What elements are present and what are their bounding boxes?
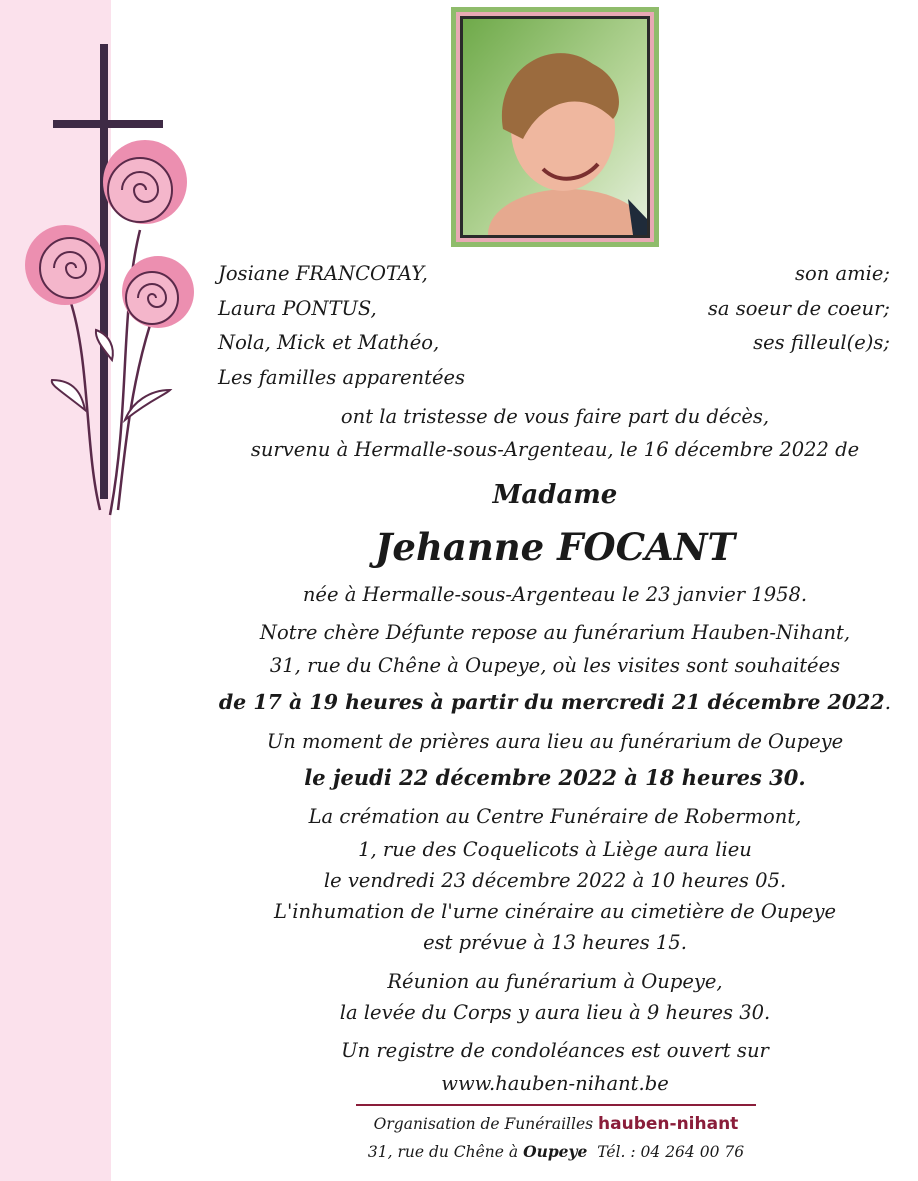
visits-line <box>140 690 918 714</box>
cremation-line: 1, rue des Coquelicots à Liège aura lieu <box>358 838 752 861</box>
footer-divider <box>356 1104 756 1106</box>
family-row <box>218 366 890 400</box>
brand-logo: hauben-nihant <box>598 1114 739 1134</box>
deceased-title: Madame <box>492 480 618 510</box>
family-row <box>218 262 890 296</box>
burial-line: L'inhumation de l'urne cinéraire au cimetière de Oupeye <box>274 900 836 923</box>
address-city: Oupeye <box>523 1142 588 1161</box>
rest-line: Notre chère Défunte repose au funérarium Hauben-Nihant, <box>259 621 851 644</box>
prayer-date: le jeudi 22 décembre 2022 à 18 heures 30. <box>304 765 806 790</box>
portrait-frame <box>451 7 659 247</box>
phone: Tél. : 04 264 00 76 <box>597 1143 745 1161</box>
family-row <box>218 297 890 331</box>
birth-info: née à Hermalle-sous-Argenteau le 23 janvier 1958. <box>302 583 808 606</box>
portrait-photo <box>463 19 647 235</box>
intro-line: ont la tristesse de vous faire part du décès, <box>340 405 770 428</box>
visits-end: . <box>884 690 892 714</box>
family-name: Nola, Mick et Mathéo, <box>218 331 440 354</box>
register-url[interactable]: www.hauben-nihant.be <box>441 1072 669 1095</box>
deceased-name: Jehanne FOCANT <box>374 525 736 569</box>
footer-organisation <box>356 1114 756 1134</box>
meeting-line: Réunion au funérarium à Oupeye, <box>387 970 723 993</box>
family-name: Laura PONTUS, <box>218 297 377 320</box>
visits-hours: de 17 à 19 heures à partir du mercredi 21 décembre 2022 <box>218 690 885 714</box>
register-line: Un registre de condoléances est ouvert sur <box>341 1039 769 1062</box>
cremation-line: le vendredi 23 décembre 2022 à 10 heures 05. <box>323 869 787 892</box>
intro-line: survenu à Hermalle-sous-Argenteau, le 16 décembre 2022 de <box>250 438 860 461</box>
rose-leaf <box>52 380 85 410</box>
rest-line: 31, rue du Chêne à Oupeye, où les visites sont souhaitées <box>269 654 841 677</box>
family-relation: ses filleul(e)s; <box>753 331 890 354</box>
cross-horizontal <box>53 120 163 128</box>
family-relation: sa soeur de coeur; <box>707 297 890 320</box>
family-name: Josiane FRANCOTAY, <box>218 262 428 285</box>
family-name: Les familles apparentées <box>218 366 466 389</box>
prayer-line: Un moment de prières aura lieu au funérarium de Oupeye <box>266 730 844 753</box>
family-row <box>218 331 890 365</box>
family-relation: son amie; <box>795 262 890 285</box>
footer-address <box>356 1142 756 1161</box>
cremation-line: La crémation au Centre Funéraire de Robermont, <box>308 805 802 828</box>
org-prefix: Organisation de Funérailles <box>373 1115 594 1133</box>
burial-line: est prévue à 13 heures 15. <box>423 931 687 954</box>
address-prefix: 31, rue du Chêne à <box>367 1143 519 1161</box>
meeting-line: la levée du Corps y aura lieu à 9 heures 30. <box>339 1001 771 1024</box>
